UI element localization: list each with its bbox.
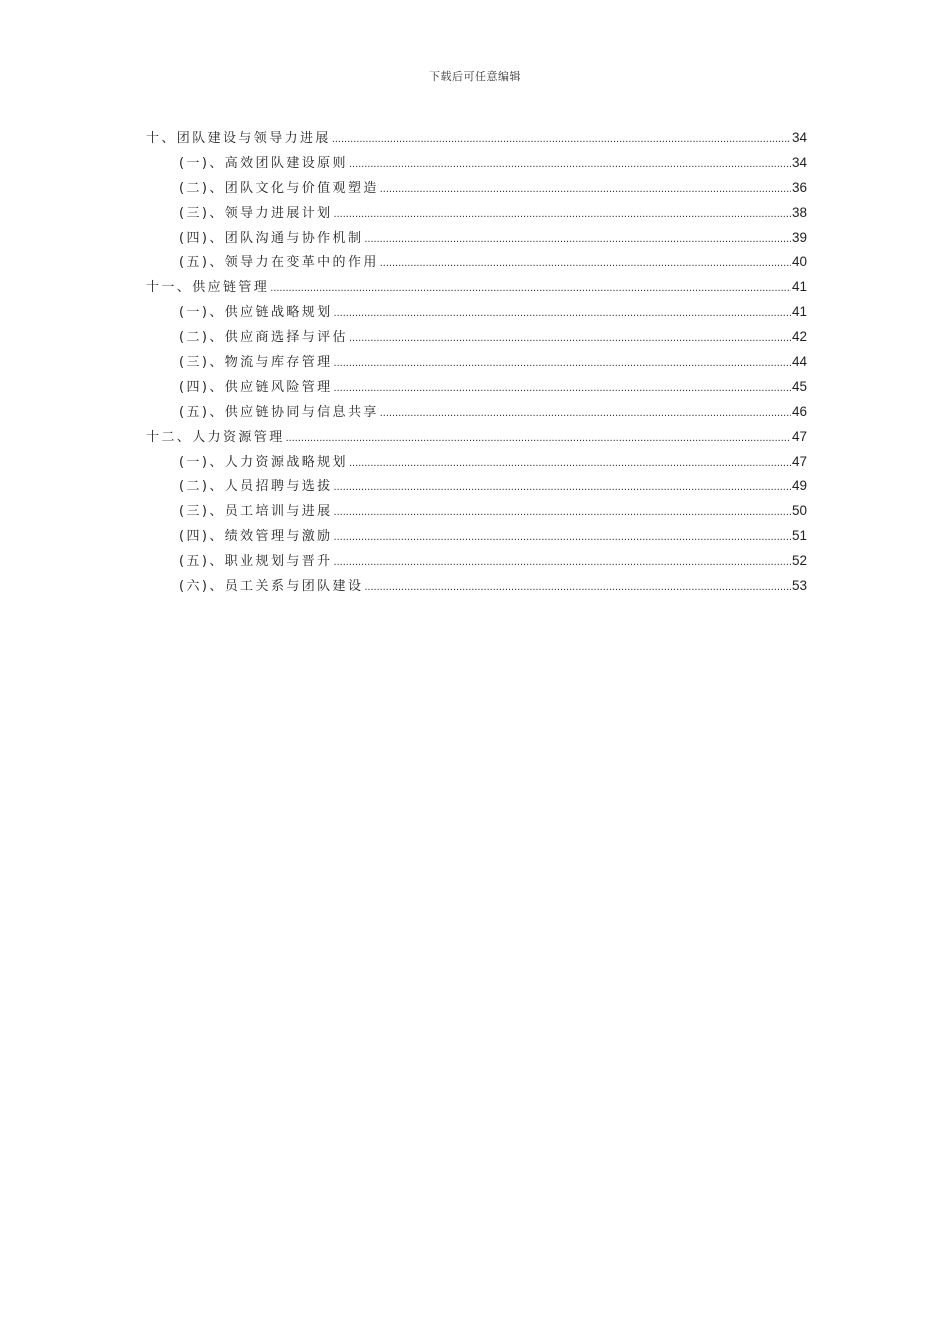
toc-page-number: 45 [791, 378, 807, 394]
toc-page-number: 44 [791, 354, 807, 370]
toc-entry-label: (四)、供应链风险管理 [179, 379, 333, 395]
toc-entry-12-5[interactable] [146, 549, 807, 574]
toc-entry-12-1[interactable] [146, 450, 807, 475]
toc-dot-leader [334, 301, 791, 326]
toc-dot-leader [334, 351, 791, 376]
toc-dot-leader [332, 127, 791, 152]
toc-entry-label: (五)、领导力在变革中的作用 [179, 255, 379, 271]
toc-entry-section-12[interactable] [146, 425, 807, 450]
toc-entry-label: (四)、团队沟通与协作机制 [179, 230, 364, 246]
toc-entry-label: 十二、人力资源管理 [146, 429, 285, 445]
toc-dot-leader [380, 177, 791, 202]
toc-page-number: 47 [791, 453, 807, 469]
toc-entry-section-10[interactable] [146, 126, 807, 151]
toc-entry-label: (三)、领导力进展计划 [179, 205, 333, 221]
toc-entry-label: (四)、绩效管理与激励 [179, 529, 333, 545]
toc-entry-12-4[interactable] [146, 524, 807, 549]
toc-entry-12-3[interactable] [146, 499, 807, 524]
toc-dot-leader [334, 550, 791, 575]
toc-entry-10-5[interactable] [146, 250, 807, 275]
toc-entry-label: (二)、供应商选择与评估 [179, 330, 348, 346]
toc-page-number: 52 [791, 553, 807, 569]
toc-page-number: 53 [791, 578, 807, 594]
toc-dot-leader [349, 326, 791, 351]
toc-dot-leader [380, 401, 791, 426]
toc-entry-label: (六)、员工关系与团队建设 [179, 579, 364, 595]
toc-page-number: 42 [791, 329, 807, 345]
toc-entry-11-4[interactable] [146, 375, 807, 400]
toc-entry-10-1[interactable] [146, 151, 807, 176]
toc-entry-10-3[interactable] [146, 201, 807, 226]
toc-entry-label: 十、团队建设与领导力进展 [146, 131, 331, 146]
toc-entry-11-2[interactable] [146, 325, 807, 350]
toc-dot-leader [334, 475, 791, 500]
toc-dot-leader [364, 575, 791, 600]
toc-entry-12-2[interactable] [146, 474, 807, 499]
toc-page-number: 34 [791, 130, 807, 145]
toc-dot-leader [364, 227, 791, 252]
toc-page-number: 49 [791, 478, 807, 494]
toc-dot-leader [334, 500, 791, 525]
toc-dot-leader [286, 426, 791, 451]
toc-page-number: 36 [791, 179, 807, 195]
toc-dot-leader [349, 152, 791, 177]
toc-entry-label: (一)、供应链战略规划 [179, 305, 333, 321]
toc-page-number: 34 [791, 154, 807, 170]
page-header: 下载后可任意编辑 [429, 70, 521, 83]
toc-entry-11-3[interactable] [146, 350, 807, 375]
toc-page-number: 41 [791, 279, 807, 295]
toc-entry-label: (五)、供应链协同与信息共享 [179, 404, 379, 420]
toc-entry-label: (三)、物流与库存管理 [179, 355, 333, 371]
toc-entry-label: (二)、团队文化与价值观塑造 [179, 180, 379, 196]
toc-page-number: 41 [791, 304, 807, 320]
toc-entry-label: (五)、职业规划与晋升 [179, 554, 333, 570]
toc-dot-leader [380, 251, 791, 276]
toc-page-number: 46 [791, 403, 807, 419]
table-of-contents [146, 126, 807, 599]
toc-entry-label: (一)、人力资源战略规划 [179, 454, 348, 470]
toc-dot-leader [334, 376, 791, 401]
toc-dot-leader [349, 451, 791, 476]
toc-entry-label: (一)、高效团队建设原则 [179, 155, 348, 171]
toc-page-number: 39 [791, 229, 807, 245]
toc-entry-12-6[interactable] [146, 574, 807, 599]
toc-page-number: 40 [791, 254, 807, 270]
toc-entry-11-5[interactable] [146, 400, 807, 425]
toc-entry-10-2[interactable] [146, 176, 807, 201]
toc-entry-11-1[interactable] [146, 300, 807, 325]
toc-dot-leader [270, 276, 791, 301]
toc-entry-label: (三)、员工培训与进展 [179, 504, 333, 520]
toc-entry-label: 十一、供应链管理 [146, 280, 270, 296]
toc-page-number: 47 [791, 428, 807, 444]
toc-page-number: 38 [791, 204, 807, 220]
toc-page-number: 50 [791, 503, 807, 519]
toc-entry-10-4[interactable] [146, 226, 807, 251]
toc-entry-label: (二)、人员招聘与选拔 [179, 479, 333, 495]
toc-entry-section-11[interactable] [146, 275, 807, 300]
toc-page-number: 51 [791, 528, 807, 544]
toc-dot-leader [334, 525, 791, 550]
toc-dot-leader [334, 202, 791, 227]
